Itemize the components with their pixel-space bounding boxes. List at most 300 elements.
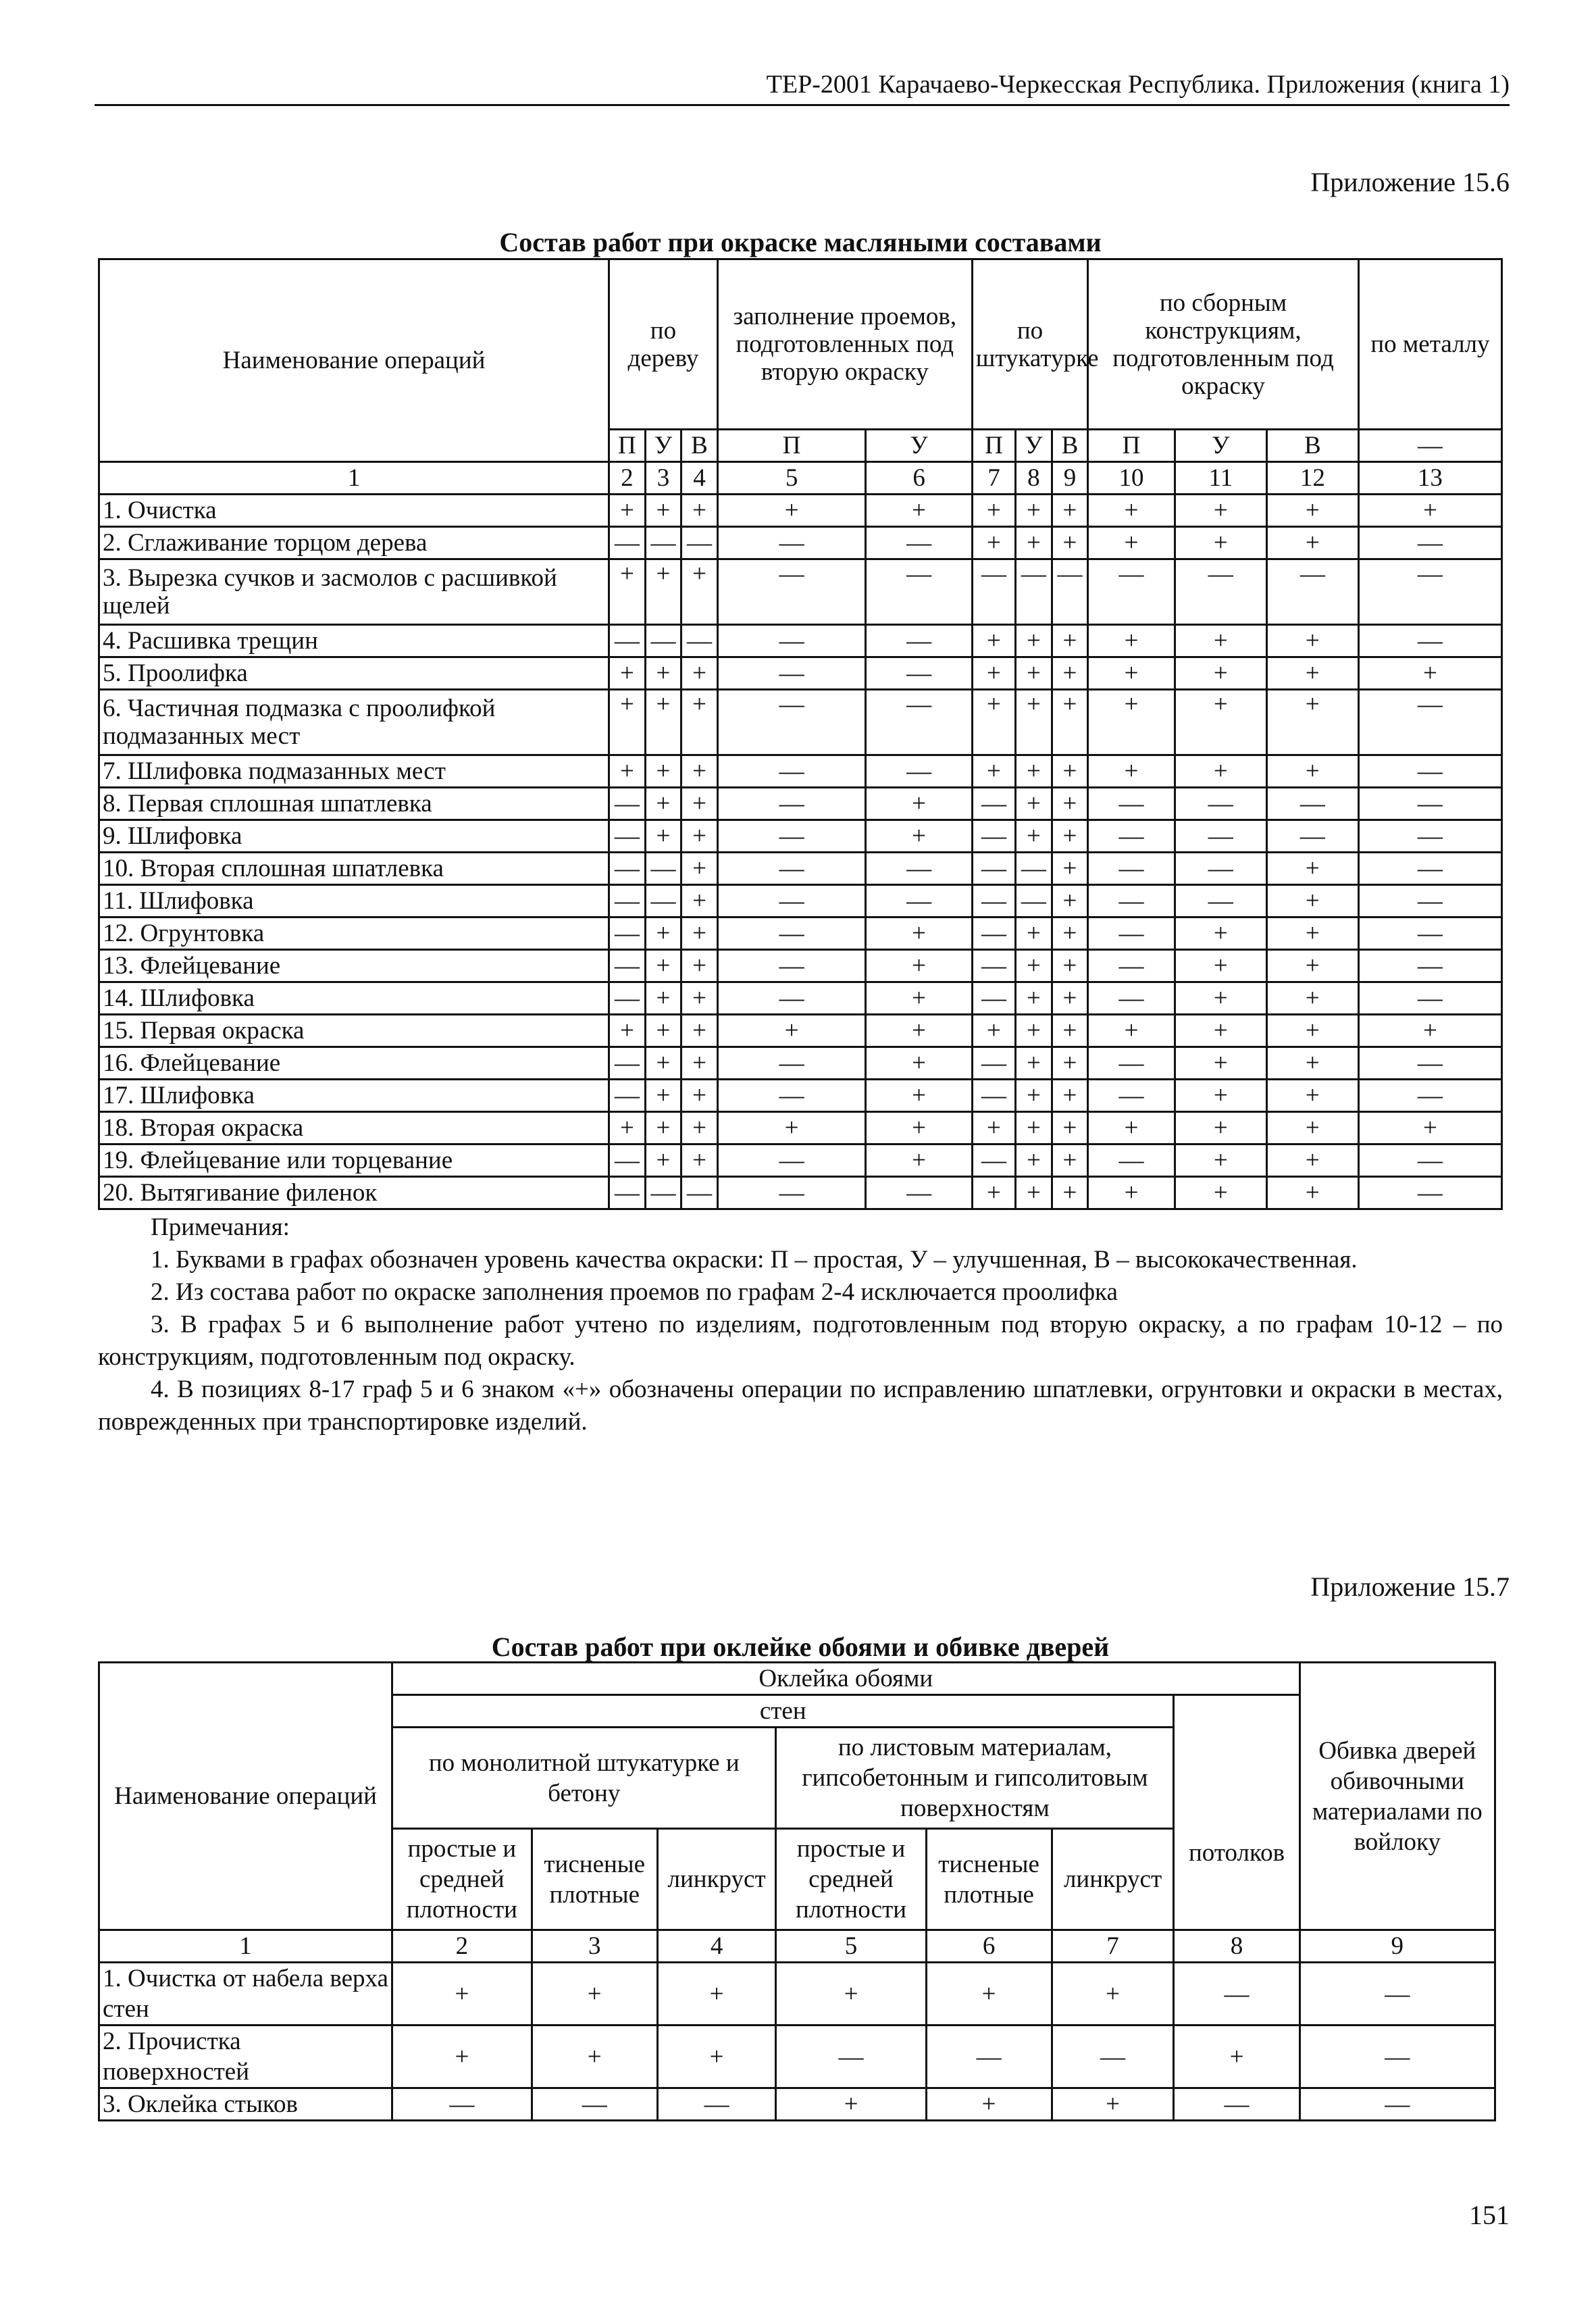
operation-mark: — <box>1358 1145 1501 1177</box>
operation-mark: + <box>1016 755 1052 788</box>
operation-mark: + <box>1016 1080 1052 1112</box>
operation-mark: — <box>609 917 646 950</box>
operation-name: 16. Флейцевание <box>99 1047 609 1080</box>
table-row <box>99 1112 1502 1145</box>
operation-mark: + <box>1052 1015 1088 1047</box>
table-row <box>99 853 1502 885</box>
operation-mark: + <box>866 982 972 1015</box>
operation-mark: — <box>609 820 646 853</box>
operation-mark: + <box>1175 1015 1266 1047</box>
operation-mark: + <box>645 950 681 982</box>
column-number: 2 <box>609 462 646 495</box>
operation-mark: + <box>1016 1177 1052 1209</box>
table-row <box>99 1047 1502 1080</box>
operation-mark: — <box>717 625 866 657</box>
operation-mark: — <box>972 1145 1015 1177</box>
operation-mark: + <box>681 1145 718 1177</box>
column-number: 7 <box>972 462 1015 495</box>
operation-mark: + <box>776 2088 926 2121</box>
table-row <box>99 657 1502 690</box>
operation-mark: + <box>681 917 718 950</box>
operation-mark: + <box>1175 1047 1266 1080</box>
operation-mark: — <box>1174 2088 1299 2121</box>
operation-mark: — <box>645 1177 681 1209</box>
operation-mark: + <box>717 495 866 527</box>
operation-mark: + <box>645 495 681 527</box>
operation-mark: + <box>1266 982 1358 1015</box>
operation-mark: + <box>1175 657 1266 690</box>
operation-mark: + <box>1052 657 1088 690</box>
operation-mark: — <box>717 755 866 788</box>
operation-mark: + <box>681 690 718 755</box>
table-row <box>99 820 1502 853</box>
operation-mark: + <box>1016 625 1052 657</box>
operation-mark: + <box>1052 950 1088 982</box>
operation-mark: + <box>866 495 972 527</box>
operation-mark: + <box>1088 657 1175 690</box>
col-header-ceilings: потолков <box>1174 1695 1299 1930</box>
column-number: 6 <box>866 462 972 495</box>
operation-mark: + <box>866 820 972 853</box>
operation-mark: — <box>1088 559 1175 625</box>
operation-mark: — <box>717 657 866 690</box>
operation-mark: + <box>609 1015 646 1047</box>
operation-mark: + <box>1052 1112 1088 1145</box>
operation-mark: + <box>1088 527 1175 559</box>
operation-mark: — <box>972 917 1015 950</box>
col-header-doors: Обивка дверей обивочными материалами по войлоку <box>1299 1663 1495 1930</box>
operation-mark: + <box>1175 1112 1266 1145</box>
operation-mark: + <box>1266 495 1358 527</box>
col-header-lincrusta: линкруст <box>1052 1829 1174 1930</box>
operation-mark: — <box>532 2088 657 2121</box>
operation-mark: — <box>609 1080 646 1112</box>
column-number: 12 <box>1266 462 1358 495</box>
operation-mark: + <box>1266 1047 1358 1080</box>
operation-mark: — <box>1358 527 1501 559</box>
operation-mark: + <box>1175 950 1266 982</box>
operation-mark: + <box>1052 1963 1174 2026</box>
operation-mark: + <box>1052 820 1088 853</box>
operation-name: 3. Вырезка сучков и засмолов с расшивкой щелей <box>99 559 609 625</box>
operation-mark: + <box>1052 1177 1088 1209</box>
operation-mark: + <box>926 1963 1052 2026</box>
operation-mark: — <box>717 885 866 917</box>
operation-mark: + <box>657 2026 776 2088</box>
operation-mark: + <box>1175 495 1266 527</box>
operation-mark: + <box>1358 1015 1501 1047</box>
operation-mark: — <box>609 788 646 820</box>
operation-mark: + <box>1175 917 1266 950</box>
operation-mark: + <box>1052 1047 1088 1080</box>
operation-mark: — <box>1175 853 1266 885</box>
operation-mark: — <box>1088 885 1175 917</box>
column-number: 6 <box>926 1930 1052 1963</box>
operation-mark: — <box>866 755 972 788</box>
operation-mark: — <box>645 527 681 559</box>
operation-mark: — <box>1358 1177 1501 1209</box>
operation-mark: + <box>1266 657 1358 690</box>
operation-mark: — <box>609 527 646 559</box>
operation-mark: + <box>1088 625 1175 657</box>
operation-mark: + <box>681 657 718 690</box>
table-row <box>99 1145 1502 1177</box>
notes-heading: Примечания: <box>151 1213 290 1241</box>
notes <box>98 1211 1503 1438</box>
operation-mark: — <box>717 1145 866 1177</box>
col-header-wallpaper: Оклейка обоями <box>392 1663 1300 1695</box>
operation-name: 6. Частичная подмазка с проолифкой подмазанных мест <box>99 690 609 755</box>
operation-mark: — <box>1052 2026 1174 2088</box>
operation-mark: — <box>717 1080 866 1112</box>
quality-level-header: В <box>1052 430 1088 462</box>
operation-mark: + <box>532 1963 657 2026</box>
operation-mark: + <box>1052 885 1088 917</box>
note-item: 4. В позициях 8-17 граф 5 и 6 знаком «+» обозначены операции по исправлению шпатлевки, огрунтовки и окраски в местах, поврежденных при транспортировке изделий. <box>98 1376 1503 1436</box>
table-row <box>99 690 1502 755</box>
operation-mark: + <box>866 917 972 950</box>
appendix-label: Приложение 15.7 <box>1310 1571 1510 1602</box>
operation-mark: + <box>681 982 718 1015</box>
operation-mark: — <box>1016 559 1052 625</box>
operation-mark: — <box>1358 1080 1501 1112</box>
operation-mark: + <box>1175 1145 1266 1177</box>
operation-mark: — <box>717 917 866 950</box>
table-row <box>99 1015 1502 1047</box>
operation-mark: + <box>1266 853 1358 885</box>
table-row <box>99 1080 1502 1112</box>
col-header-plaster: по штукатурке <box>972 259 1087 430</box>
operation-mark: + <box>392 1963 532 2026</box>
operation-mark: + <box>609 559 646 625</box>
column-number: 1 <box>99 462 609 495</box>
painting-operations-table <box>98 258 1503 1210</box>
note-item: 2. Из состава работ по окраске заполнения проемов по графам 2-4 исключается проолифка <box>151 1278 1118 1306</box>
col-header-embossed: тисненые плотные <box>926 1829 1052 1930</box>
operation-mark: + <box>1175 690 1266 755</box>
operation-mark: + <box>866 1080 972 1112</box>
operation-mark: + <box>1266 1112 1358 1145</box>
operation-mark: + <box>866 1112 972 1145</box>
operation-mark: — <box>645 885 681 917</box>
operation-mark: — <box>717 950 866 982</box>
operation-mark: — <box>1358 982 1501 1015</box>
operation-mark: — <box>681 1177 718 1209</box>
column-number: 4 <box>657 1930 776 1963</box>
operation-mark: + <box>972 1177 1015 1209</box>
operation-mark: — <box>866 657 972 690</box>
operation-name: 1. Очистка от набела верха стен <box>99 1963 392 2026</box>
operation-name: 14. Шлифовка <box>99 982 609 1015</box>
quality-level-header: П <box>609 430 646 462</box>
table-row <box>99 559 1502 625</box>
operation-mark: — <box>1016 853 1052 885</box>
col-header-lincrusta: линкруст <box>657 1829 776 1930</box>
table-row <box>99 495 1502 527</box>
operation-mark: + <box>645 1015 681 1047</box>
operation-mark: — <box>1299 2088 1495 2121</box>
operation-mark: — <box>1088 917 1175 950</box>
operation-mark: + <box>1266 1080 1358 1112</box>
operation-name: 1. Очистка <box>99 495 609 527</box>
operation-mark: — <box>1088 982 1175 1015</box>
operation-mark: — <box>1052 559 1088 625</box>
operation-mark: — <box>717 1177 866 1209</box>
table-row <box>99 2088 1495 2121</box>
col-header-operation: Наименование операций <box>99 1663 392 1930</box>
operation-mark: + <box>1175 1177 1266 1209</box>
operation-mark: + <box>645 1047 681 1080</box>
operation-mark: + <box>1175 527 1266 559</box>
operation-mark: — <box>776 2026 926 2088</box>
table-row <box>99 950 1502 982</box>
operation-name: 18. Вторая окраска <box>99 1112 609 1145</box>
operation-mark: + <box>972 657 1015 690</box>
operation-mark: — <box>609 885 646 917</box>
operation-mark: + <box>681 820 718 853</box>
table-row <box>99 917 1502 950</box>
column-number: 5 <box>717 462 866 495</box>
operation-mark: + <box>681 1047 718 1080</box>
column-number: 3 <box>532 1930 657 1963</box>
col-header-simple: простые и средней плотности <box>392 1829 532 1930</box>
operation-mark: + <box>1052 1080 1088 1112</box>
operation-mark: + <box>1174 2026 1299 2088</box>
operation-mark: + <box>1358 495 1501 527</box>
table-title: Состав работ при оклейке обоями и обивке дверей <box>491 1632 1110 1662</box>
table-row <box>99 788 1502 820</box>
operation-mark: — <box>972 1080 1015 1112</box>
operation-mark: — <box>609 950 646 982</box>
quality-level-header: — <box>1358 430 1501 462</box>
note-item: 3. В графах 5 и 6 выполнение работ учтено по изделиям, подготовленным под вторую окраску, а по графам 10-12 – по конструкциям, подготовленным под окраску. <box>98 1311 1503 1371</box>
operation-name: 13. Флейцевание <box>99 950 609 982</box>
operation-mark: — <box>1358 788 1501 820</box>
operation-mark: + <box>645 657 681 690</box>
quality-level-header: П <box>972 430 1015 462</box>
wallpaper-operations-table <box>98 1661 1496 2121</box>
operation-mark: + <box>1358 657 1501 690</box>
operation-mark: — <box>1358 950 1501 982</box>
operation-mark: + <box>609 495 646 527</box>
operation-mark: — <box>1358 853 1501 885</box>
operation-mark: + <box>1266 755 1358 788</box>
operation-mark: — <box>1175 885 1266 917</box>
quality-level-header: В <box>681 430 718 462</box>
operation-mark: + <box>681 1015 718 1047</box>
operation-mark: — <box>972 559 1015 625</box>
operation-mark: — <box>392 2088 532 2121</box>
quality-level-header: У <box>1016 430 1052 462</box>
operation-mark: + <box>1016 495 1052 527</box>
column-number: 10 <box>1088 462 1175 495</box>
operation-mark: — <box>1358 820 1501 853</box>
quality-level-header: В <box>1266 430 1358 462</box>
operation-mark: + <box>866 1015 972 1047</box>
operation-mark: — <box>1088 950 1175 982</box>
operation-mark: — <box>1358 1047 1501 1080</box>
operation-mark: + <box>645 755 681 788</box>
operation-mark: + <box>1358 1112 1501 1145</box>
appendix-label: Приложение 15.6 <box>1310 167 1510 197</box>
operation-mark: — <box>717 982 866 1015</box>
operation-mark: — <box>1358 625 1501 657</box>
operation-mark: — <box>972 1047 1015 1080</box>
operation-mark: — <box>1358 690 1501 755</box>
operation-mark: + <box>1016 1112 1052 1145</box>
operation-mark: — <box>717 1047 866 1080</box>
operation-mark: — <box>717 559 866 625</box>
operation-mark: + <box>1052 853 1088 885</box>
operation-mark: + <box>1088 495 1175 527</box>
column-number: 7 <box>1052 1930 1174 1963</box>
operation-mark: + <box>1266 1177 1358 1209</box>
operation-mark: — <box>866 625 972 657</box>
col-header-wood: по дереву <box>609 259 718 430</box>
operation-mark: + <box>645 788 681 820</box>
operation-mark: — <box>926 2026 1052 2088</box>
column-number: 2 <box>392 1930 532 1963</box>
operation-mark: + <box>1088 755 1175 788</box>
operation-mark: + <box>972 690 1015 755</box>
operation-mark: + <box>1266 527 1358 559</box>
operation-name: 11. Шлифовка <box>99 885 609 917</box>
operation-name: 7. Шлифовка подмазанных мест <box>99 755 609 788</box>
table-title: Состав работ при окраске масляными составами <box>499 227 1102 257</box>
column-number: 9 <box>1052 462 1088 495</box>
quality-level-header: У <box>1175 430 1266 462</box>
operation-mark: + <box>1266 1145 1358 1177</box>
operation-mark: — <box>972 885 1015 917</box>
operation-mark: + <box>609 1112 646 1145</box>
operation-mark: — <box>1016 885 1052 917</box>
operation-name: 9. Шлифовка <box>99 820 609 853</box>
operation-name: 4. Расшивка трещин <box>99 625 609 657</box>
col-header-openings: заполнение проемов, подготовленных под вторую окраску <box>717 259 972 430</box>
operation-mark: — <box>717 820 866 853</box>
operation-mark: + <box>1052 495 1088 527</box>
col-header-prefab: по сборным конструкциям, подготовленным под окраску <box>1088 259 1359 430</box>
operation-mark: + <box>866 950 972 982</box>
column-number: 9 <box>1299 1930 1495 1963</box>
operation-mark: + <box>532 2026 657 2088</box>
operation-mark: + <box>1266 690 1358 755</box>
operation-mark: — <box>1358 917 1501 950</box>
operation-mark: — <box>645 853 681 885</box>
operation-mark: + <box>1266 625 1358 657</box>
operation-mark: + <box>1052 625 1088 657</box>
operation-mark: + <box>1088 1112 1175 1145</box>
operation-mark: + <box>1016 690 1052 755</box>
operation-mark: + <box>681 559 718 625</box>
operation-mark: + <box>972 495 1015 527</box>
operation-mark: — <box>609 1047 646 1080</box>
operation-mark: + <box>645 690 681 755</box>
operation-mark: — <box>609 853 646 885</box>
operation-mark: + <box>1266 917 1358 950</box>
operation-mark: + <box>866 1145 972 1177</box>
operation-mark: + <box>1266 885 1358 917</box>
operation-mark: + <box>1016 788 1052 820</box>
operation-mark: — <box>972 853 1015 885</box>
operation-mark: + <box>681 885 718 917</box>
operation-name: 2. Сглаживание торцом дерева <box>99 527 609 559</box>
operation-mark: — <box>1174 1963 1299 2026</box>
operation-mark: + <box>972 755 1015 788</box>
operation-mark: — <box>1088 788 1175 820</box>
operation-mark: + <box>972 1015 1015 1047</box>
operation-name: 19. Флейцевание или торцевание <box>99 1145 609 1177</box>
operation-mark: + <box>681 950 718 982</box>
operation-mark: — <box>1266 788 1358 820</box>
operation-mark: + <box>1016 1145 1052 1177</box>
operation-mark: + <box>717 1015 866 1047</box>
operation-mark: + <box>1016 657 1052 690</box>
operation-mark: — <box>1299 2026 1495 2088</box>
operation-mark: — <box>866 527 972 559</box>
operation-mark: — <box>866 690 972 755</box>
operation-mark: + <box>1052 527 1088 559</box>
operation-mark: + <box>645 1112 681 1145</box>
operation-mark: — <box>1358 885 1501 917</box>
column-number: 13 <box>1358 462 1501 495</box>
operation-mark: + <box>1016 1015 1052 1047</box>
operation-mark: + <box>681 788 718 820</box>
quality-level-header: П <box>1088 430 1175 462</box>
operation-name: 17. Шлифовка <box>99 1080 609 1112</box>
operation-mark: — <box>657 2088 776 2121</box>
operation-mark: + <box>657 1963 776 2026</box>
operation-mark: — <box>609 1177 646 1209</box>
operation-mark: + <box>1266 950 1358 982</box>
operation-mark: + <box>645 1145 681 1177</box>
operation-mark: — <box>717 527 866 559</box>
column-number: 8 <box>1174 1930 1299 1963</box>
operation-mark: + <box>1016 820 1052 853</box>
running-header: ТЕР-2001 Карачаево-Черкесская Республика. Приложения (книга 1) <box>95 69 1510 106</box>
page-number: 151 <box>1469 2200 1510 2230</box>
operation-mark: — <box>866 853 972 885</box>
operation-mark: + <box>609 657 646 690</box>
operation-mark: + <box>1016 982 1052 1015</box>
operation-mark: + <box>1016 917 1052 950</box>
operation-mark: + <box>1175 625 1266 657</box>
operation-mark: + <box>1052 755 1088 788</box>
operation-mark: — <box>717 690 866 755</box>
operation-mark: — <box>717 788 866 820</box>
table-row <box>99 982 1502 1015</box>
table-row <box>99 527 1502 559</box>
operation-mark: — <box>866 559 972 625</box>
operation-mark: — <box>1266 559 1358 625</box>
operation-name: 8. Первая сплошная шпатлевка <box>99 788 609 820</box>
table-row <box>99 1177 1502 1209</box>
operation-mark: — <box>609 1145 646 1177</box>
operation-mark: — <box>1088 820 1175 853</box>
operation-mark: + <box>1016 950 1052 982</box>
operation-mark: — <box>1358 559 1501 625</box>
operation-mark: + <box>866 1047 972 1080</box>
operation-mark: + <box>392 2026 532 2088</box>
column-number: 4 <box>681 462 718 495</box>
operation-mark: — <box>717 853 866 885</box>
operation-mark: + <box>1088 1177 1175 1209</box>
table-row <box>99 1963 1495 2026</box>
col-header-metal: по металлу <box>1358 259 1501 430</box>
operation-mark: — <box>1088 1080 1175 1112</box>
operation-mark: — <box>1299 1963 1495 2026</box>
operation-mark: + <box>1175 1080 1266 1112</box>
